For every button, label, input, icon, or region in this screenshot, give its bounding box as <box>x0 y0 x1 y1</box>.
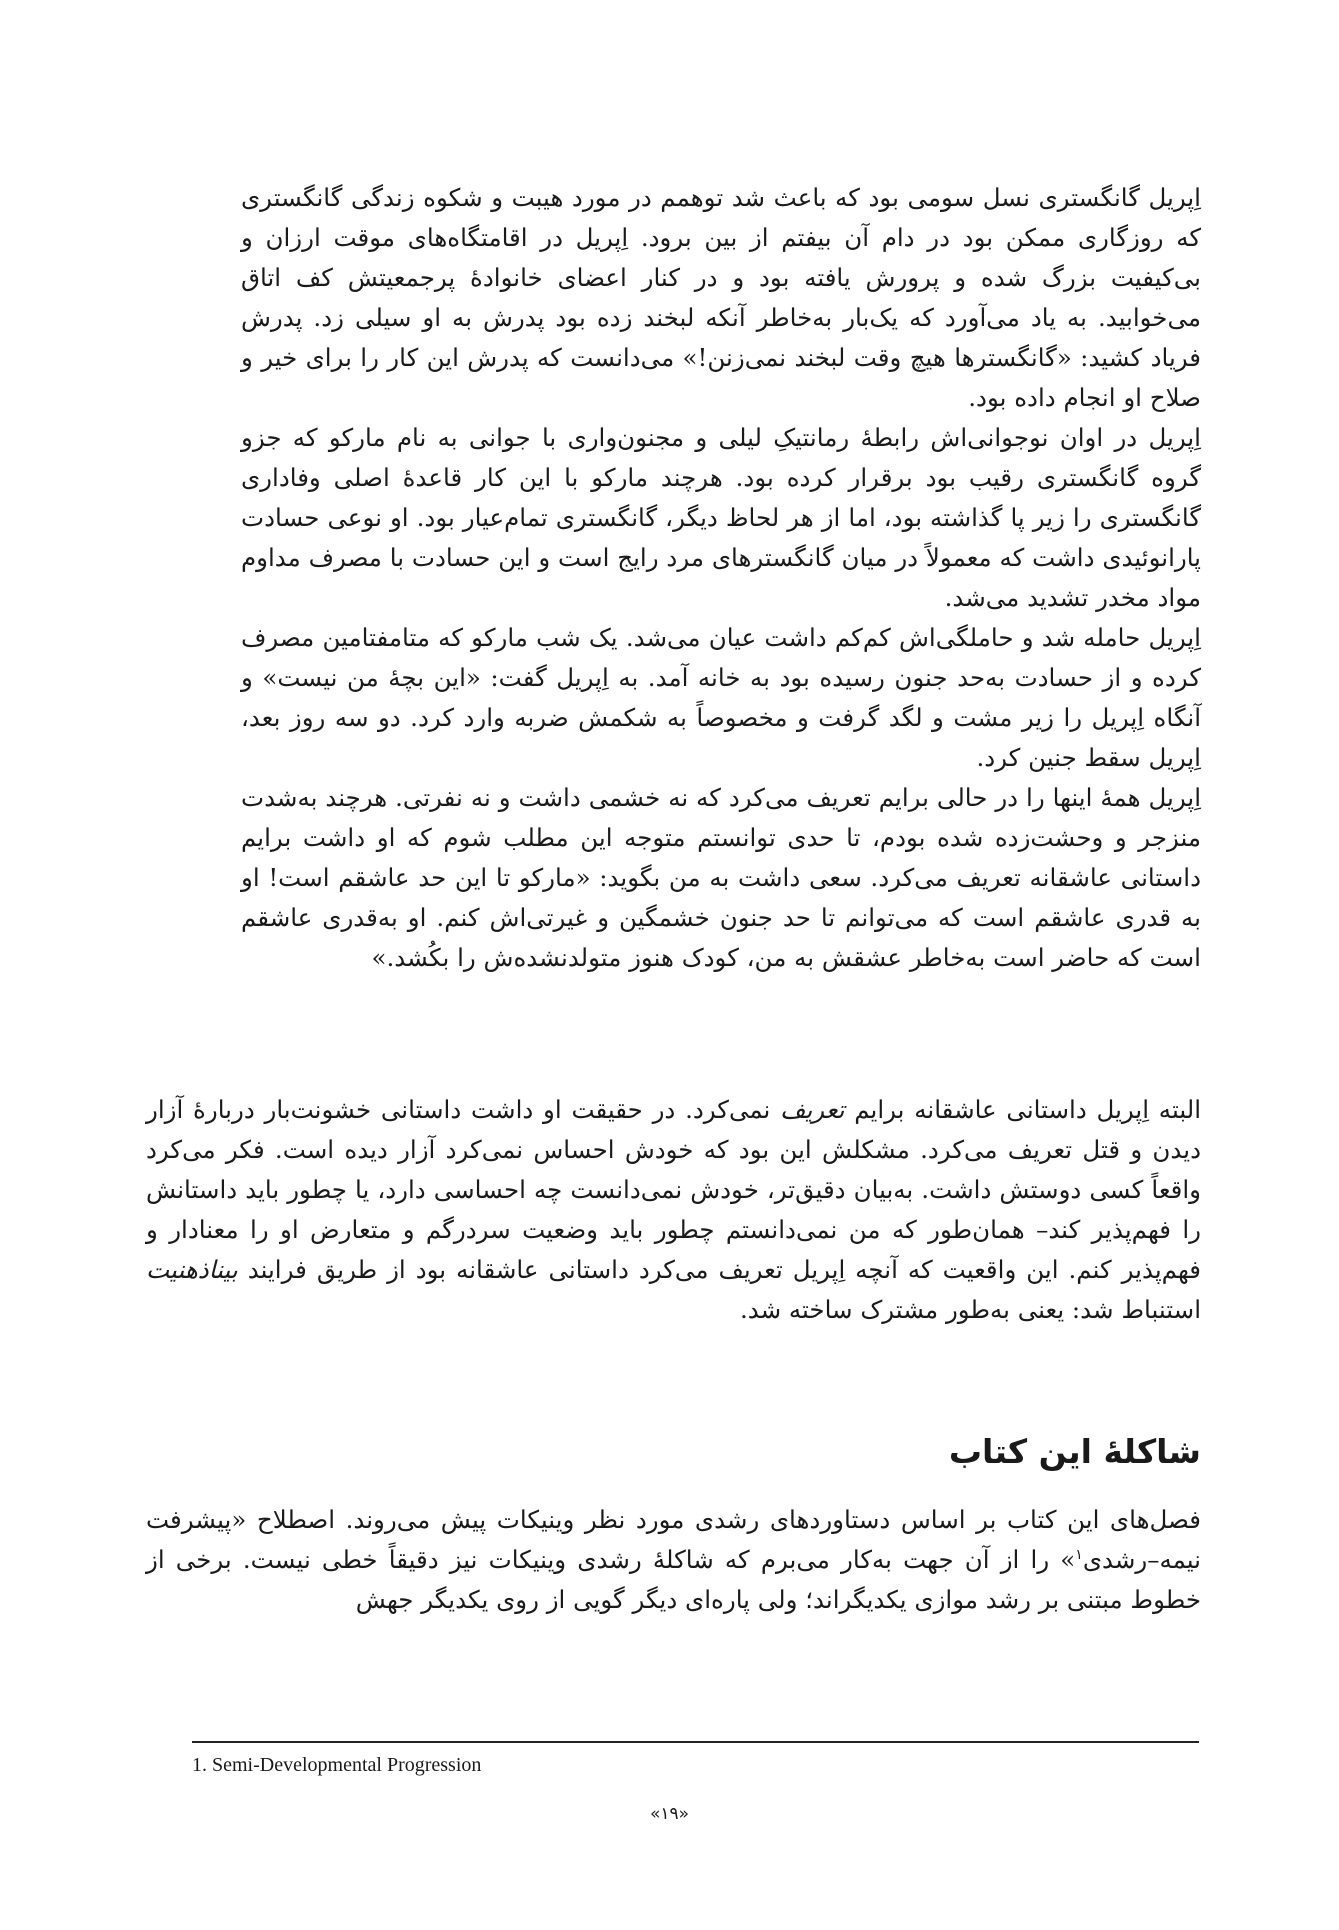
footnote: 1. Semi-Developmental Progression <box>192 1754 482 1776</box>
quote-paragraph-2: اِپریل در اوان نوجوانی‌اش رابطهٔ رمانتیکِ لیلی و مجنون‌واری با جوانی به نام مارکو که جزو گروه گانگستری رقیب بود برقرار کرده بود. هرچند مارکو با این کار قاعدهٔ اصلی وفاداری گانگستری را زیر پا گذاشته بود، اما از هر لحاظ دیگر، گانگستری تمام‌عیار بود. او نوعی حسادت پارانوئیدی داشت که معمولاً در میان گانگسترهای مرد رایج است و این حسادت با مصرف مداوم مواد مخدر تشدید می‌شد. <box>241 423 1201 612</box>
section-heading: شاکلهٔ این کتاب <box>948 1432 1201 1471</box>
body-paragraph <box>146 1090 1201 1330</box>
body-paragraph-italic-2: بیناذهنیت <box>146 1255 238 1284</box>
body-paragraph-italic-1: تعریف <box>780 1095 845 1124</box>
quote-paragraph-4: اِپریل همهٔ اینها را در حالی برایم تعریف می‌کرد که نه خشمی داشت و نه نفرتی. هرچند به‌شدت منزجر و وحشت‌زده شده بودم، تا حدی توانستم متوجه این مطلب شوم که او داشت برایم داستانی عاشقانه تعریف می‌کرد. سعی داشت به من بگوید: «مارکو تا این حد عاشقم است! او به قدری عاشقم است که می‌توانم تا حد جنون خشمگین و غیرتی‌اش کنم. او به‌قدری عاشقم است که حاضر است به‌خاطر عشقش به من، کودک هنوز متولدنشده‌ش را بکُشد.» <box>241 783 1201 972</box>
page-number: «۱۹» <box>649 1804 690 1824</box>
quote-paragraph-3: اِپریل حامله شد و حاملگی‌اش کم‌کم داشت عیان می‌شد. یک شب مارکو که متامفتامین مصرف کرده و از حسادت به‌حد جنون رسیده بود به خانه آمد. به اِپریل گفت: «این بچهٔ من نیست» و آنگاه اِپریل را زیر مشت و لگد گرفت و مخصوصاً به شکمش ضربه وارد کرد. دو سه روز بعد، اِپریل سقط جنین کرد. <box>241 623 1201 772</box>
body-paragraph-text-1: البته اِپریل داستانی عاشقانه برایم <box>844 1095 1201 1124</box>
footnote-divider <box>192 1741 1199 1743</box>
body-paragraph-text-3: استنباط شد: یعنی به‌طور مشترک ساخته شد. <box>739 1295 1201 1324</box>
quote-paragraph-1: اِپریل گانگستری نسل سومی بود که باعث شد توهمم در مورد هیبت و شکوه زندگی گانگستری که روزگاری ممکن بود در دام آن بیفتم از بین برود. اِپریل در اقامتگاه‌های موقت ارزان و بی‌کیفیت بزرگ شده و پرورش یافته بود و در کنار اعضای خانوادهٔ پرجمعیتش کف اتاق می‌خوابید. به یاد می‌آورد که یک‌بار به‌خاطر آنکه لبخند زده بود پدرش به او سیلی زد. پدرش فریاد کشید: «گانگسترها هیچ وقت لبخند نمی‌زنن!» می‌دانست که پدرش این کار را برای خیر و صلاح او انجام داده بود. <box>241 183 1201 412</box>
body-text <box>146 1090 1201 1330</box>
section-paragraph-text-1: فصل‌های این کتاب بر اساس دستاوردهای رشدی مورد نظر وینیکات پیش می‌روند. اصطلاح «پیشرفت نیمه–رشدی <box>146 1505 1201 1574</box>
section-paragraph <box>146 1500 1201 1620</box>
block-quote <box>241 178 1201 978</box>
section-text <box>146 1500 1201 1620</box>
section-paragraph-text-2: » را از آن جهت به‌کار می‌برم که شاکلهٔ رشدی وینیکات نیز دقیقاً خطی نیست. برخی از خطوط مبتنی بر رشد موازی یکدیگراند؛ ولی پاره‌ای دیگر گویی از روی یکدیگر جهش <box>146 1545 1201 1614</box>
footnote-reference[interactable]: ۱ <box>1075 1546 1083 1563</box>
body-paragraph-text-2: نمی‌کرد. در حقیقت او داشت داستانی خشونت‌بار دربارهٔ آزار دیدن و قتل تعریف می‌کرد. مشکلش این بود که خودش احساس نمی‌کرد آزار دیده است. فکر می‌کرد واقعاً کسی دوستش داشت. به‌بیان دقیق‌تر، خودش نمی‌دانست چه احساسی دارد، یا چطور باید داستانش را فهم‌پذیر کند– همان‌طور که من نمی‌دانستم چطور باید وضعیت سردرگم و متعارض او را معنادار و فهم‌پذیر کنم. این واقعیت که آنچه اِپریل تعریف می‌کرد داستانی عاشقانه بود از طریق فرایند <box>146 1095 1201 1284</box>
